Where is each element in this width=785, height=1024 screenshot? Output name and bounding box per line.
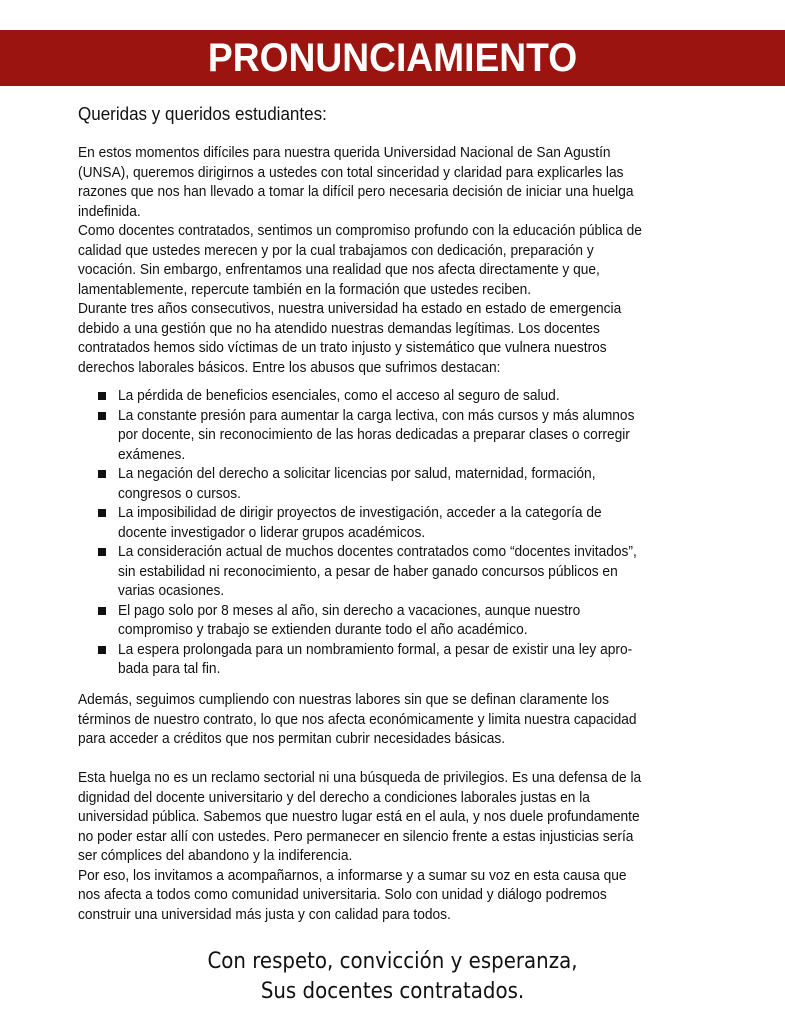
text-line: no poder estar allí con ustedes. Pero permanecer en silencio frente a estas injusticias sería: [78, 827, 634, 845]
text-line: La pérdida de beneficios esenciales, como el acceso al seguro de salud.: [118, 387, 560, 404]
text-line: Por eso, los invitamos a acompañarnos, a informarse y a sumar su voz en esta causa que: [78, 866, 627, 884]
document-title: PRONUNCIAMIENTO: [207, 36, 578, 80]
text-line: La imposibilidad de dirigir proyectos de investigación, acceder a la categoría de: [118, 504, 602, 521]
text-line: ser cómplices del abandono y la indiferencia.: [78, 847, 353, 864]
text-line: debido a una gestión que no ha atendido nuestras demandas legítimas. Los docentes: [78, 319, 600, 337]
text-line: (UNSA), queremos dirigirnos a ustedes con total sinceridad y claridad para explicarles las: [78, 163, 624, 181]
closing-line: Con respeto, convicción y esperanza,: [207, 949, 578, 974]
list-item: [98, 464, 758, 503]
signature-line: Sus docentes contratados.: [260, 979, 525, 1004]
text-line: calidad que ustedes merecen y por la cual trabajamos con dedicación, preparación y: [78, 241, 594, 259]
text-line: En estos momentos difíciles para nuestra querida Universidad Nacional de San Agustín: [78, 144, 611, 161]
list-item: [98, 503, 758, 542]
closing-signature: [0, 947, 785, 1007]
text-line: La consideración actual de muchos docentes contratados como “docentes invitados”,: [118, 543, 637, 560]
text-line: por docente, sin reconocimiento de las horas dedicadas a preparar clases o corregir: [118, 426, 630, 443]
text-line: razones que nos han llevado a tomar la difícil pero necesaria decisión de iniciar una huelga: [78, 183, 634, 200]
text-line: Durante tres años consecutivos, nuestra universidad ha estado en estado de emergencia: [78, 300, 622, 317]
salutation: Queridas y queridos estudiantes:: [78, 103, 327, 124]
text-line: términos de nuestro contrato, lo que nos afecta económicamente y limita nuestra capacidad: [78, 710, 637, 728]
list-item: [98, 386, 758, 406]
header-banner: [0, 30, 785, 86]
text-line: Como docentes contratados, sentimos un compromiso profundo con la educación pública de: [78, 222, 642, 239]
text-line: para acceder a créditos que nos permitan cubrir necesidades básicas.: [78, 730, 506, 747]
text-line: derechos laborales básicos. Entre los abusos que sufrimos destacan:: [78, 358, 501, 376]
text-line: sin estabilidad ni reconocimiento, a pesar de haber ganado concursos públicos en: [118, 562, 618, 580]
square-bullet-icon: [98, 607, 106, 615]
text-line: lamentablemente, repercute también en la formación que ustedes reciben.: [78, 280, 532, 298]
text-line: El pago solo por 8 meses al año, sin derecho a vacaciones, aunque nuestro: [118, 601, 581, 619]
text-line: La negación del derecho a solicitar licencias por salud, maternidad, formación,: [118, 465, 596, 482]
text-line: construir una universidad más justa y con calidad para todos.: [78, 905, 451, 923]
text-line: vocación. Sin embargo, enfrentamos una realidad que nos afecta directamente y que,: [78, 261, 600, 278]
text-line: indefinida.: [78, 202, 141, 220]
text-line: universidad pública. Sabemos que nuestro lugar está en el aula, y nos duele profundamente: [78, 808, 640, 825]
paragraph-intro: [78, 143, 778, 377]
text-line: contratados hemos sido víctimas de un trato injusto y sistemático que vulnera nuestros: [78, 339, 607, 356]
text-line: congresos o cursos.: [118, 484, 242, 502]
text-line: exámenes.: [118, 445, 186, 463]
list-item: [98, 406, 758, 465]
text-line: La espera prolongada para un nombramiento formal, a pesar de existir una ley apro-: [118, 640, 633, 658]
square-bullet-icon: [98, 470, 106, 478]
list-item: [98, 601, 758, 640]
text-line: bada para tal fin.: [118, 660, 221, 677]
abuses-list: [98, 386, 758, 679]
text-line: compromiso y trabajo se extienden durante todo el año académico.: [118, 621, 528, 638]
square-bullet-icon: [98, 509, 106, 517]
text-line: docente investigador o liderar grupos académicos.: [118, 523, 426, 541]
text-line: Además, seguimos cumpliendo con nuestras labores sin que se definan claramente los: [78, 691, 610, 708]
text-line: varias ocasiones.: [118, 582, 225, 599]
text-line: nos afecta a todos como comunidad universitaria. Solo con unidad y diálogo podremos: [78, 886, 607, 903]
text-line: La constante presión para aumentar la carga lectiva, con más cursos y más alumnos: [118, 406, 635, 424]
paragraph-strike: [78, 768, 778, 924]
square-bullet-icon: [98, 392, 106, 400]
square-bullet-icon: [98, 548, 106, 556]
text-line: dignidad del docente universitario y del derecho a condiciones laborales justas en la: [78, 788, 590, 806]
square-bullet-icon: [98, 412, 106, 420]
paragraph-contract: [78, 690, 778, 749]
square-bullet-icon: [98, 646, 106, 654]
text-line: Esta huelga no es un reclamo sectorial ni una búsqueda de privilegios. Es una defensa de la: [78, 769, 642, 786]
list-item: [98, 640, 758, 679]
list-item: [98, 542, 758, 601]
